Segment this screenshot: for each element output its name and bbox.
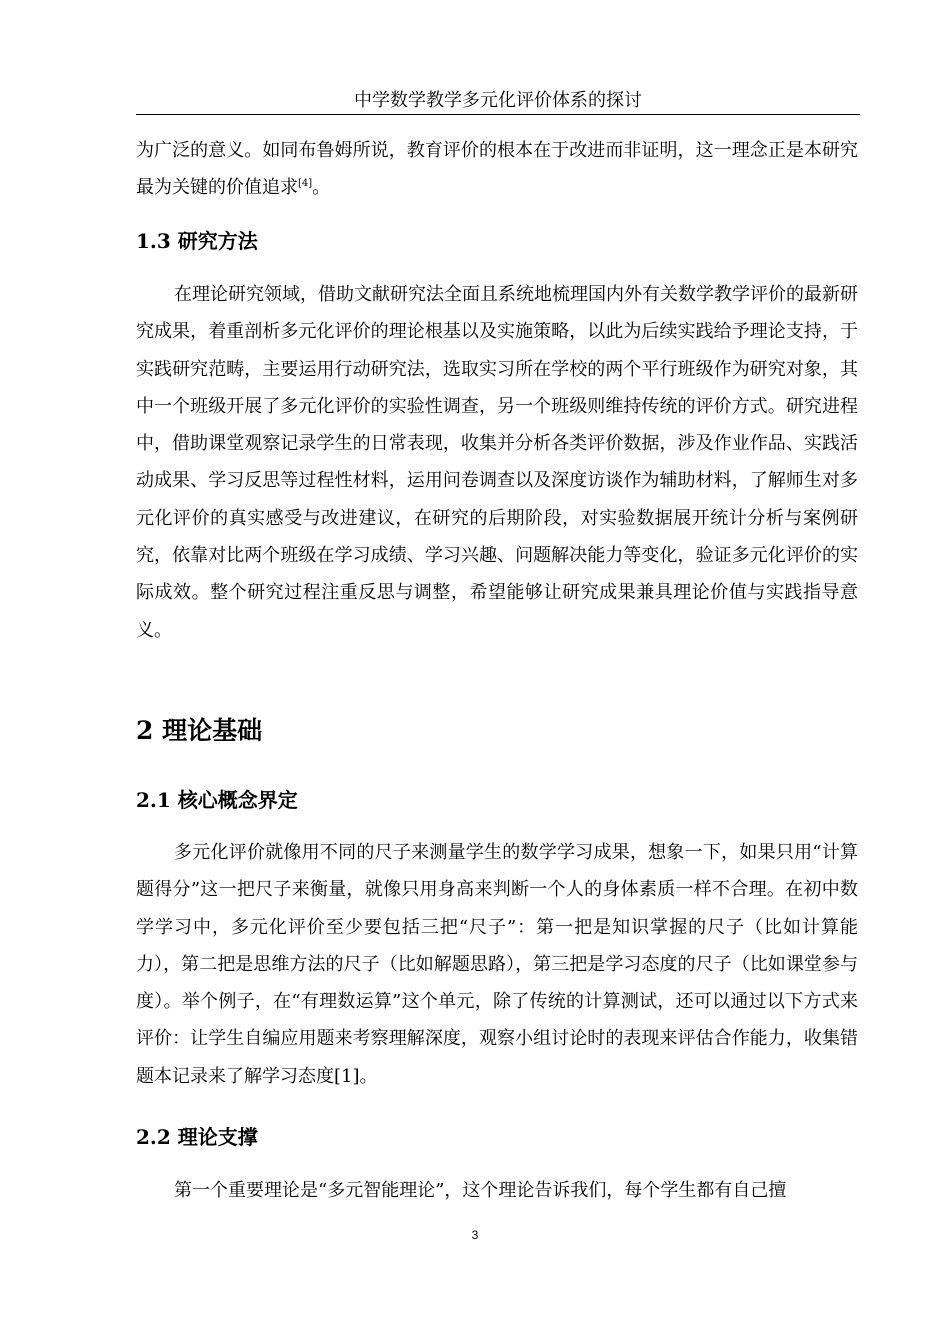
- section-2-1-paragraph: 多元化评价就像用不同的尺子来测量学生的数学学习成果，想象一下，如果只用“计算题得分”这一把尺子来衡量，就像只用身高来判断一个人的身体素质一样不合理。在初中数学学习中，多元化评价至少要包括三把“尺子”：第一把是知识掌握的尺子（比如计算能力），第二把是思维方法的尺子（比如解题思路），第三把是学习态度的尺子（比如课堂参与度）。举个例子，在“有理数运算”这个单元，除了传统的计算测试，还可以通过以下方式来评价：让学生自编应用题来考察理解深度，观察小组讨论时的表现来评估合作能力，收集错题本记录来了解学习态度[1]。: [136, 842, 858, 1087]
- intro-end: 。: [312, 177, 331, 199]
- section-heading-1-3: 1.3 研究方法: [136, 229, 258, 253]
- intro-paragraph: [136, 132, 858, 207]
- section-1-3-body: [136, 276, 858, 649]
- section-2-1-body: [136, 834, 858, 1095]
- section-2-2-paragraph: 第一个重要理论是“多元智能理论”，这个理论告诉我们，每个学生都有自己擅: [174, 1180, 787, 1201]
- chapter-heading-2: 2 理论基础: [136, 716, 263, 745]
- intro-text: 为广泛的意义。如同布鲁姆所说，教育评价的根本在于改进而非证明，这一理念正是本研究最为关键的价值追求: [136, 140, 858, 199]
- section-1-3: [136, 226, 858, 256]
- chapter-2: [136, 713, 858, 749]
- section-1-3-paragraph: 在理论研究领域，借助文献研究法全面且系统地梳理国内外有关数学教学评价的最新研究成果，着重剖析多元化评价的理论根基以及实施策略，以此为后续实践给予理论支持，于实践研究范畴，主要运用行动研究法，选取实习所在学校的两个平行班级作为研究对象，其中一个班级开展了多元化评价的实验性调查，另一个班级则维持传统的评价方式。研究进程中，借助课堂观察记录学生的日常表现，收集并分析各类评价数据，涉及作业作品、实践活动成果、学习反思等过程性材料，运用问卷调查以及深度访谈作为辅助材料，了解师生对多元化评价的真实感受与改进建议，在研究的后期阶段，对实验数据展开统计分析与案例研究，依靠对比两个班级在学习成绩、学习兴趣、问题解决能力等变化，验证多元化评价的实际成效。整个研究过程注重反思与调整，希望能够让研究成果兼具理论价值与实践指导意义。: [136, 284, 858, 641]
- citation-marker: [4]: [298, 178, 313, 190]
- section-2-2: [136, 1122, 858, 1152]
- section-2-2-body: [136, 1172, 858, 1209]
- section-heading-2-2: 2.2 理论支撑: [136, 1125, 258, 1149]
- section-heading-2-1: 2.1 核心概念界定: [136, 788, 298, 812]
- running-header: 中学数学教学多元化评价体系的探讨: [354, 90, 642, 111]
- page-number: 3: [471, 1228, 479, 1242]
- intro-continuation: [136, 132, 858, 207]
- header-divider: [136, 114, 860, 115]
- section-2-1: [136, 785, 858, 815]
